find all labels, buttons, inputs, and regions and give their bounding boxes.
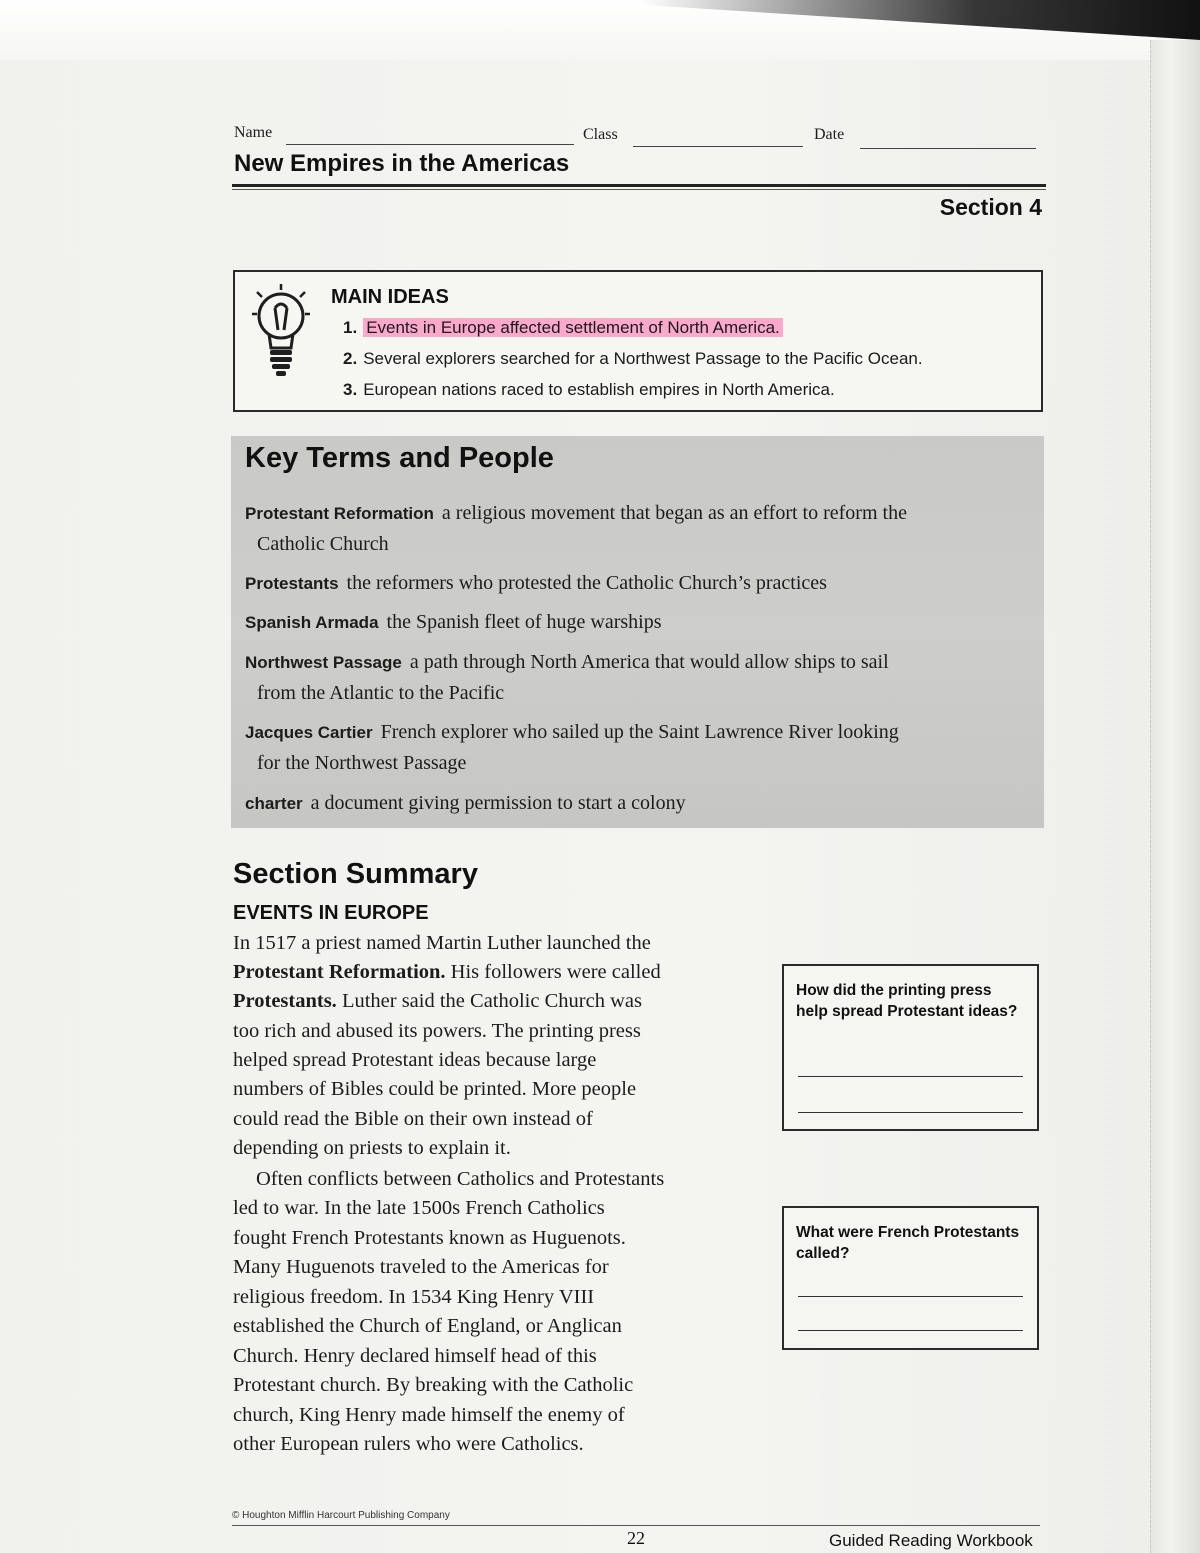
term-charter: charter a document giving permission to start a colony [245, 792, 686, 814]
workbook-title: Guided Reading Workbook [829, 1531, 1033, 1550]
next-page-edge [1150, 40, 1200, 1553]
answer-line[interactable] [798, 1296, 1023, 1297]
question-text: What were French Protestants called? [796, 1224, 1020, 1262]
date-label: Date [814, 126, 845, 143]
name-label: Name [234, 124, 273, 141]
main-ideas-heading: MAIN IDEAS [331, 286, 449, 308]
answer-line[interactable] [798, 1112, 1023, 1113]
page-number: 22 [627, 1528, 645, 1548]
term-northwest-passage: Northwest Passage a path through North America that would allow ships to sail from the Atlantic to the Pacific [245, 651, 889, 704]
key-terms-heading: Key Terms and People [245, 442, 554, 474]
question-box-huguenots [782, 1206, 1039, 1350]
answer-line[interactable] [798, 1076, 1023, 1077]
title-rule [232, 184, 1046, 187]
main-idea-3: 3. European nations raced to establish empires in North America. [343, 380, 835, 399]
worksheet-page: Name Class Date New Empires in the Americas Section 4 MAIN IDEAS 1. Events in Europe affected settlement of North America. 2. Several explorers searched for a Northwest Passage to the Pacific Ocean. 3. European nations raced to establish empires in North America. Key Terms and People Protestant Reformation a religious movement that began as an effort to reform the Catholic Church Protestants the reformers who protested the Catholic Church’s practices Spanish Armada the Spanish fleet of huge warships Northwest Passage a path through North America that would allow ships to sail from the Atlantic to the Pacific Jacques Cartier French explorer who sailed up the Saint Lawrence River looking for the Northwest Passage charter a document giving permission to start a colony Section Summary EVENTS IN EUROPE In 1517 a priest named Martin Luther launched the Protestant Reformation. His followers were called Protestants. Luther said the Catholic Church was too rich and abused its powers. The printing press helped spread Protestant ideas because large numbers of Bibles could be printed. More people could read the Bible on their own instead of depending on priests to explain it. Often conflicts between Catholics and Protestants led to war. In the late 1500s French Catholics fought French Protestants known as Huguenots. Many Huguenots traveled to the Americas for religious freedom. In 1534 King Henry VIII established the Church of England, or Anglican Church. Henry declared himself head of this Protestant church. By breaking with the Catholic church, King Henry made himself the enemy of other European rulers who were Catholics. How did the printing press help spread Protestant ideas? What were French Protestants called? © Houghton Mifflin Harcourt Publishing Company 22 Guided Reading Workbook [0, 0, 1200, 1553]
events-in-europe-subheading: EVENTS IN EUROPE [233, 902, 429, 924]
class-field[interactable] [633, 128, 803, 147]
highlighted-text: Events in Europe affected settlement of North America. [363, 318, 783, 337]
answer-line[interactable] [798, 1330, 1023, 1331]
main-idea-1: 1. Events in Europe affected settlement of North America. [343, 318, 783, 338]
title-rule-thin [232, 189, 1046, 190]
class-label: Class [583, 126, 618, 143]
lightbulb-icon [251, 282, 311, 378]
term-protestants: Protestants the reformers who protested the Catholic Church’s practices [245, 572, 827, 594]
question-text: How did the printing press help spread Protestant ideas? [796, 982, 1018, 1020]
key-terms-panel [231, 436, 1044, 828]
section-label: Section 4 [939, 194, 1042, 220]
name-field[interactable] [286, 126, 574, 145]
date-field[interactable] [860, 130, 1036, 149]
term-jacques-cartier: Jacques Cartier French explorer who sailed up the Saint Lawrence River looking for the Northwest Passage [245, 721, 899, 774]
term-protestant-reformation: Protestant Reformation a religious movement that began as an effort to reform the Catholic Church [245, 502, 907, 555]
section-summary-heading: Section Summary [233, 858, 478, 890]
footer-rule [232, 1525, 1040, 1526]
question-box-printing-press [782, 964, 1039, 1131]
copyright-notice: © Houghton Mifflin Harcourt Publishing Company [232, 1510, 450, 1521]
page-title: New Empires in the Americas [234, 150, 570, 177]
main-idea-2: 2. Several explorers searched for a Northwest Passage to the Pacific Ocean. [343, 349, 923, 368]
main-ideas-box [233, 270, 1043, 412]
term-spanish-armada: Spanish Armada the Spanish fleet of huge warships [245, 611, 662, 633]
